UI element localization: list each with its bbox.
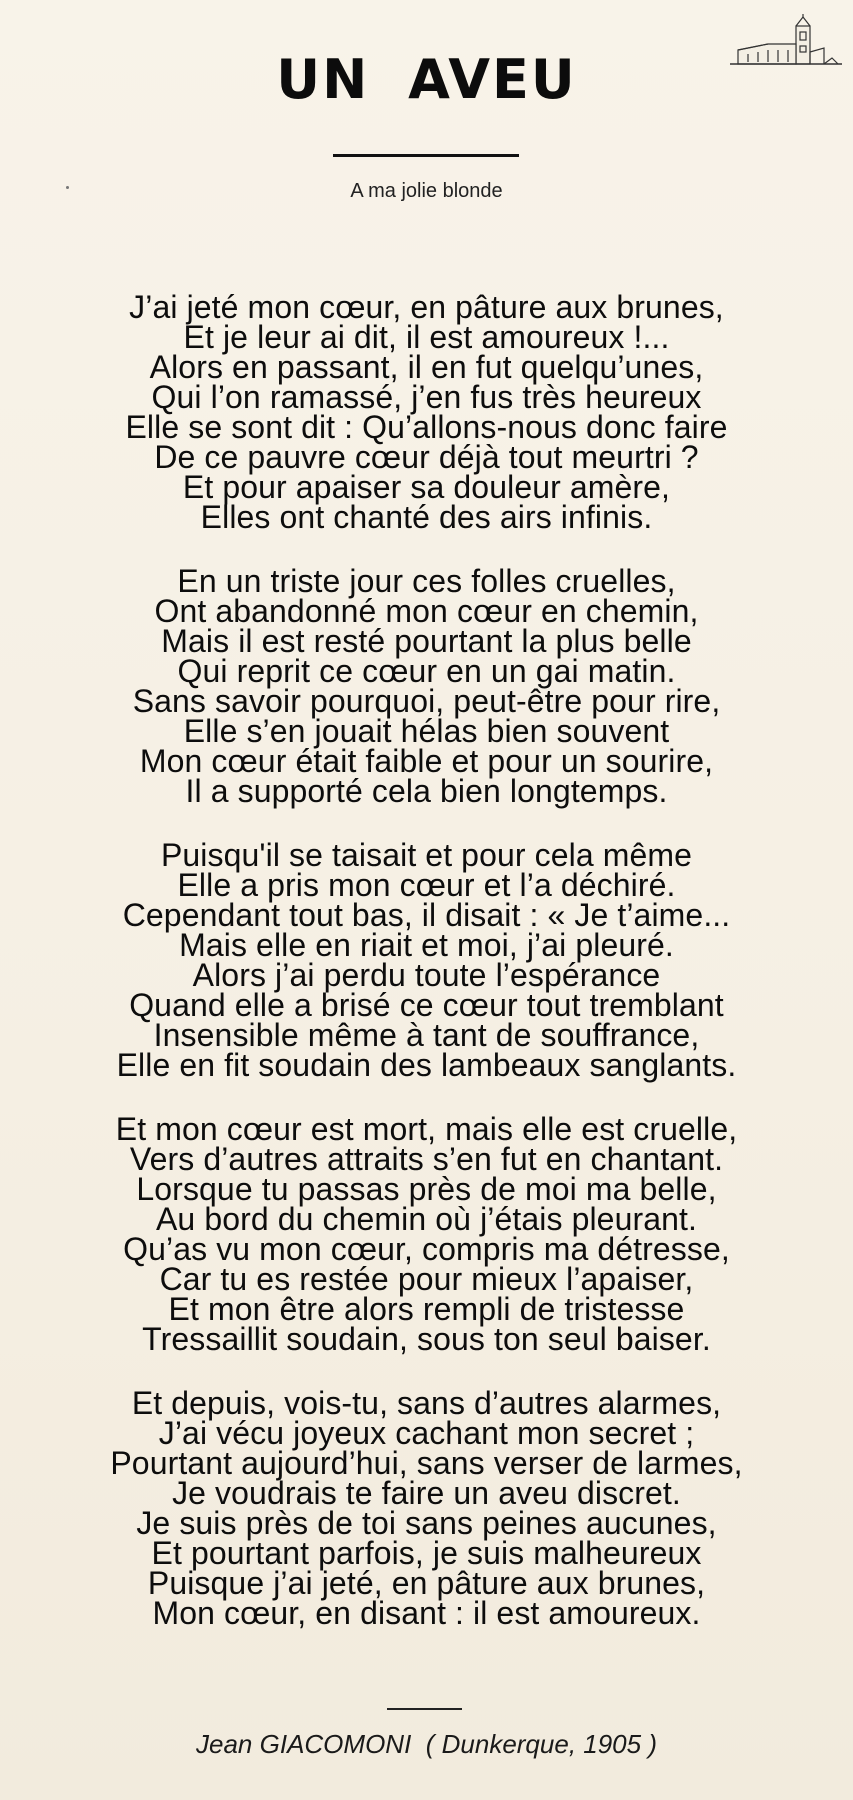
verse-line: Alors j’ai perdu toute l’espérance [192, 957, 661, 993]
verse-line: Il a supporté cela bien longtemps. [185, 773, 668, 809]
author-signature: Jean GIACOMONI ( Dunkerque, 1905 ) [196, 1729, 657, 1759]
verse-line: Et depuis, vois-tu, sans d’autres alarmes, [131, 1385, 722, 1421]
verse-line: Et mon être alors rempli de tristesse [168, 1291, 685, 1327]
dedication: A ma jolie blonde [350, 180, 503, 202]
verse-line: Et pour apaiser sa douleur amère, [182, 469, 671, 505]
verse-line: Qui reprit ce cœur en un gai matin. [177, 653, 676, 689]
verse-line: De ce pauvre cœur déjà tout meurtri ? [154, 439, 699, 475]
verse-line: Je suis près de toi sans peines aucunes, [136, 1505, 717, 1541]
verse-line: Elle se sont dit : Qu’allons-nous donc faire [125, 409, 728, 445]
verse-line: Vers d’autres attraits s’en fut en chantant. [129, 1141, 724, 1177]
verse-line: Au bord du chemin où j’étais pleurant. [155, 1201, 698, 1237]
verse-line: Elle en fit soudain des lambeaux sanglants. [116, 1047, 737, 1083]
verse-line: Tressaillit soudain, sous ton seul baiser. [142, 1321, 711, 1357]
verse-line: J’ai vécu joyeux cachant mon secret ; [158, 1415, 695, 1451]
verse-line: Et pourtant parfois, je suis malheureux [151, 1535, 702, 1571]
verse-line: Car tu es restée pour mieux l’apaiser, [159, 1261, 694, 1297]
verse-line: J’ai jeté mon cœur, en pâture aux brunes, [129, 289, 724, 325]
verse-line: Quand elle a brisé ce cœur tout tremblant [129, 987, 724, 1023]
verse-line: Mais elle en riait et moi, j’ai pleuré. [179, 927, 674, 963]
verse-line: Insensible même à tant de souffrance, [153, 1017, 700, 1053]
verse-line: Elle s’en jouait hélas bien souvent [183, 713, 670, 749]
verse-line: Puisqu'il se taisait et pour cela même [160, 837, 693, 873]
verse-line: Lorsque tu passas près de moi ma belle, [136, 1171, 717, 1207]
verse-line: Qu’as vu mon cœur, compris ma détresse, [123, 1231, 730, 1267]
stanza [0, 563, 853, 809]
verse-line: Mais il est resté pourtant la plus belle [161, 623, 692, 659]
stanza [0, 1385, 853, 1631]
verse-line: Mon cœur, en disant : il est amoureux. [152, 1595, 701, 1631]
verse-line: Qui l’on ramassé, j’en fus très heureux [151, 379, 702, 415]
verse-line: Ont abandonné mon cœur en chemin, [154, 593, 699, 629]
verse-line: Et je leur ai dit, il est amoureux !... [183, 319, 670, 355]
verse-line: Pourtant aujourd’hui, sans verser de larmes, [110, 1445, 743, 1481]
verse-line: Et mon cœur est mort, mais elle est cruelle, [115, 1111, 738, 1147]
verse-line: Puisque j’ai jeté, en pâture aux brunes, [147, 1565, 706, 1601]
stanza [0, 1111, 853, 1357]
verse-line: Sans savoir pourquoi, peut-être pour rire, [132, 683, 721, 719]
verse-line: Elle a pris mon cœur et l’a déchiré. [177, 867, 676, 903]
stanza [0, 837, 853, 1083]
verse-line: Cependant tout bas, il disait : « Je t’aime... [122, 897, 731, 933]
stanza [0, 289, 853, 535]
verse-line: Je voudrais te faire un aveu discret. [172, 1475, 681, 1511]
poem-title: UN AVEU [276, 48, 577, 111]
footer-divider [387, 1708, 462, 1710]
verse-line: En un triste jour ces folles cruelles, [177, 563, 676, 599]
verse-line: Elles ont chanté des airs infinis. [200, 499, 653, 535]
poem-body [0, 289, 853, 1662]
verse-line: Alors en passant, il en fut quelqu’unes, [149, 349, 704, 385]
verse-line: Mon cœur était faible et pour un sourire, [139, 743, 714, 779]
title-divider [333, 154, 519, 157]
